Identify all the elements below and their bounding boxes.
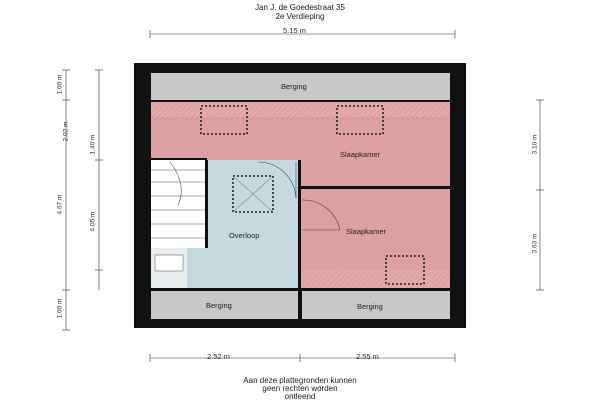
dim-top-width: 5.15 m bbox=[283, 26, 306, 35]
disclaimer-line-2: geen rechten worden bbox=[262, 384, 338, 393]
label-berging-top: Berging bbox=[281, 82, 307, 91]
dim-left-inner-top: 2.02 m bbox=[62, 121, 70, 142]
floor-subtitle: 2e Verdieping bbox=[275, 12, 325, 21]
label-berging-bottom-right: Berging bbox=[357, 302, 383, 311]
dim-bottom-left: 2.52 m bbox=[207, 352, 230, 361]
dim-right-top: 3.10 m bbox=[531, 134, 539, 155]
dim-right-bottom: 3.63 m bbox=[531, 233, 539, 254]
label-overloop: Overloop bbox=[229, 231, 260, 240]
address-title: Jan J. de Goedestraat 35 bbox=[255, 3, 345, 12]
label-slaapkamer-1: Slaapkamer bbox=[340, 150, 381, 159]
label-slaapkamer-2: Slaapkamer bbox=[346, 227, 387, 236]
dim-bottom-right: 2.55 m bbox=[356, 352, 379, 361]
staircase bbox=[151, 160, 207, 248]
bottom-dimension-lines bbox=[150, 354, 455, 362]
dim-left-inner-mid1: 1.40 m bbox=[89, 134, 97, 155]
label-berging-bottom-left: Berging bbox=[206, 301, 232, 310]
dim-left-inner-mid2: 4.05 m bbox=[89, 211, 97, 232]
sloped-ceiling-zone bbox=[151, 102, 450, 118]
dim-left-outer-bottom: 1.00 m bbox=[56, 298, 64, 319]
disclaimer-line-3: ontleend bbox=[284, 392, 316, 401]
disclaimer-line-1: Aan deze plattegronden kunnen bbox=[243, 376, 357, 385]
dim-left-outer-top: 1.00 m bbox=[56, 74, 64, 95]
dim-left-outer-mid: 4.67 m bbox=[56, 194, 64, 215]
